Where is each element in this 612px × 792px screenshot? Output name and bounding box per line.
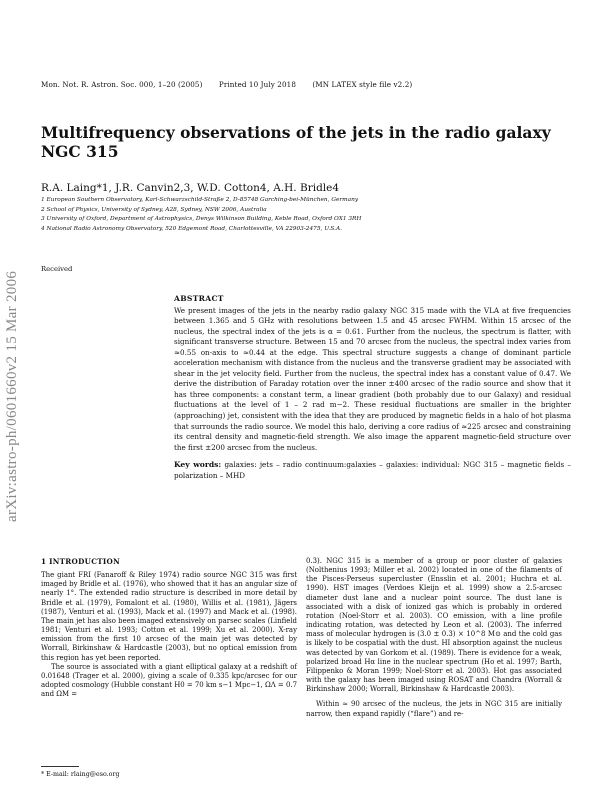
affiliation-2: 2 School of Physics, University of Sydney, A28, Sydney, NSW 2006, Australia [41,206,267,213]
intro-paragraph-2: The source is associated with a giant elliptical galaxy at a redshift of 0.01648 (Trager et al. 2000), giving a scale of 0.335 kpc/arcsec for our adopted cosmology (Hubble constant H0 = 70 km s−1 Mpc−1, ΩΛ = 0.7 and ΩM = [41,662,297,699]
section-heading-introduction: 1 INTRODUCTION [41,557,120,566]
affiliation-3: 3 University of Oxford, Department of Astrophysics, Denys Wilkinson Building, Keble Road, Oxford OX1 3RH [41,216,362,223]
intro-paragraph-3: 0.3). NGC 315 is a member of a group or poor cluster of galaxies (Nolthenius 1993; Miller et al. 2002) located in one of the filaments of the Pisces-Perseus supercluster (Ensslin et al. 2001; Huchra et al. 1990). HST images (Verdoes Kleijn et al. 1999) show a 2.5-arcsec diameter dust lane and a nuclear point source. The dust lane is associated with a disk of ionized gas which is probably in ordered rotation (Noel-Storr et al. 2003). CO emission, with a line profile indicating rotation, was detected by Leon et al. (2003). The inferred mass of molecular hydrogen is (3.0 ± 0.3) × 10^8 M⊙ and the cold gas is likely to be cospatial with the dust. HI absorption against the nucleus was detected by van Gorkom et al. (1989). There is evidence for a weak, polarized broad Hα line in the nuclear spectrum (Ho et al. 1997; Barth, Filippenko & Moran 1999; Noel-Storr et al. 2003). Hot gas associated with the galaxy has been imaged using ROSAT and Chandra (Worrall & Birkinshaw 2000; Worrall, Birkinshaw & Hardcastle 2003). [306,557,562,694]
style-file: (MN LATEX style file v2.2) [312,80,413,89]
right-column [306,557,562,719]
abstract-text: We present images of the jets in the nearby radio galaxy NGC 315 made with the VLA at five frequencies between 1.365 and 5 GHz with resolutions between 1.5 and 45 arcsec FWHM. Within 15 arcsec of the nucleus, the spectral index of the jets is α = 0.61. Further from the nucleus, the spectrum is flatter, with significant transverse structure. Between 15 and 70 arcsec from the nucleus, the spectral index varies from ≈0.55 on-axis to ≈0.44 at the edge. This spectral structure suggests a change of dominant particle acceleration mechanism with distance from the nucleus and the transverse gradient may be associated with shear in the jet velocity field. Further from the nucleus, the spectral index has a constant value of 0.47. We derive the distribution of Faraday rotation over the inner ±400 arcsec of the radio source and show that it has three components: a constant term, a linear gradient (both probably due to our Galaxy) and residual fluctuations at the level of 1 – 2 rad m−2. These residual fluctuations are smaller in the brighter (approaching) jet, consistent with the idea that they are produced by magnetic fields in a halo of hot plasma that surrounds the radio source. We model this halo, deriving a core radius of ≈225 arcsec and constraining its central density and magnetic-field strength. We also image the apparent magnetic-field structure over the first ±200 arcsec from the nucleus. [174,305,571,452]
paper-title: Multifrequency observations of the jets in the radio galaxy NGC 315 [41,123,551,161]
intro-paragraph-4: Within ≈ 90 arcsec of the nucleus, the jets in NGC 315 are initially narrow, then expand rapidly (“flare”) and re- [306,700,562,718]
printed-date: Printed 10 July 2018 [218,80,296,89]
keywords-line [174,460,571,481]
left-column [41,557,297,699]
affiliation-1: 1 European Southern Observatory, Karl-Schwarzschild-Straße 2, D-85748 Garching-bei-München, Germany [41,197,359,203]
intro-paragraph-1: The giant FRI (Fanaroff & Riley 1974) radio source NGC 315 was first imaged by Bridle et al. (1976), who showed that it has an angular size of nearly 1°. The extended radio structure is described in more detail by Bridle et al. (1979), Fomalont et al. (1980), Willis et al. (1981), Jägers (1987), Venturi et al. (1993), Mack et al. (1997) and Mack et al. (1998). The main jet has also been imaged extensively on parsec scales (Linfield 1981; Venturi et al. 1993; Cotton et al. 1999; Xu et al. 2000). X-ray emission from the first 10 arcsec of the main jet was detected by Worrall, Birkinshaw & Hardcastle (2003), but no optical emission from this region has yet been reported. [41,571,297,662]
author-list: R.A. Laing*1, J.R. Canvin2,3, W.D. Cotton4, A.H. Bridle4 [41,182,340,194]
arxiv-identifier: arXiv:astro-ph/0601660v2 15 Mar 2006 [4,270,20,522]
running-header [41,80,426,89]
affiliations [41,196,561,234]
keywords-text: galaxies: jets – radio continuum:galaxies – galaxies: individual: NGC 315 – magnetic fields – polarization – MHD [174,460,571,480]
footnote-email: * E-mail: rlaing@eso.org [41,771,120,778]
received-line: Received [41,265,73,273]
affiliation-4: 4 National Radio Astronomy Observatory, 520 Edgemont Road, Charlottesville, VA 22903-2475, U.S.A. [41,225,343,232]
keywords-label: Key words: [174,460,222,470]
abstract-heading: ABSTRACT [174,294,224,303]
footnote-divider [41,766,79,767]
abstract-block [174,294,571,481]
journal-citation: Mon. Not. R. Astron. Soc. 000, 1–20 (2005) [41,80,203,89]
